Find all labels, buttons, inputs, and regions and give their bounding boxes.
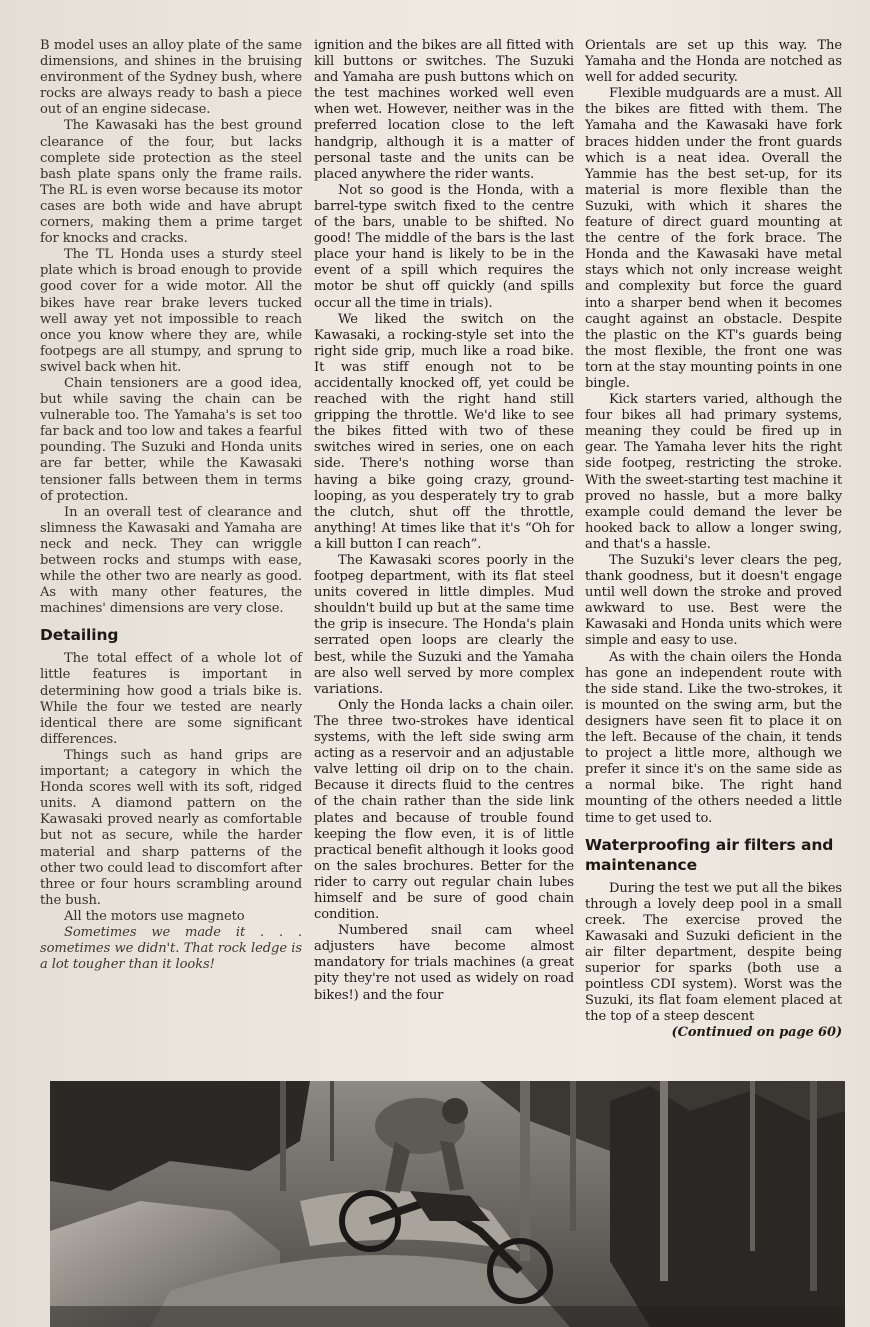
section-heading-waterproofing: Waterproofing air filters and maintenance: [585, 835, 834, 874]
trials-rider-photo: [50, 1081, 845, 1327]
paragraph: The Kawasaki scores poorly in the footpeg department, with its flat steel units covered in little dimples. Mud shouldn't build up but at the same time the grip is insecure. The Honda's plain serrated open loops are clearly the best, while the Suzuki and the Yamaha are also well served by more complex variations.: [314, 553, 574, 697]
paragraph: B model uses an alloy plate of the same dimensions, and shines in the bruising environment of the Sydney bush, where rocks are always ready to bash a piece out of an engine sidecase.: [40, 38, 302, 118]
paragraph: We liked the switch on the Kawasaki, a rocking-style set into the right side grip, much like a road bike. It was stiff enough not to be accidentally knocked off, yet could be reached with the right hand still gripping the throttle. We'd like to see the bikes fitted with two of these switches wired in series, one on each side. There's nothing worse than having a bike going crazy, ground-looping, as you desperately try to grab the clutch, shut off the throttle, anything! At times like that it's “Oh for a kill button I can reach”.: [314, 311, 574, 552]
paragraph: The TL Honda uses a sturdy steel plate which is broad enough to provide good cover for a wide motor. All the bikes have rear brake levers tucked well away yet not impossible to reach once you know where they are, while footpegs are all stumpy, and sprung to swivel back when hit.: [40, 247, 302, 375]
paragraph: Chain tensioners are a good idea, but while saving the chain can be vulnerable too. The Yamaha's is set too far back and too low and takes a fearful pounding. The Suzuki and Honda units are far better, while the Kawasaki tensioner falls between them in terms of protection.: [40, 375, 302, 504]
paragraph: Kick starters varied, although the four bikes all had primary systems, meaning they could be fired up in gear. The Yamaha lever hits the right side footpeg, restricting the stroke. With the sweet-starting test machine it proved no hassle, but a more balky example could demand the lever be hooked back to allow a longer swing, and that's a hassle.: [585, 392, 842, 552]
paragraph: During the test we put all the bikes through a lovely deep pool in a small creek. The exercise proved the Kawasaki and Suzuki deficient in the air filter department, despite being superior for sparks (both use a pointless CDI system). Worst was the Suzuki, its flat foam element placed at the top of a steep descent: [585, 880, 842, 1025]
paragraph: Numbered snail cam wheel adjusters have become almost mandatory for trials machines (a great pity they're not used as widely on road bikes!) and the four: [314, 923, 574, 1003]
continued-note: (Continued on page 60): [671, 1025, 842, 1041]
section-heading-detailing: Detailing: [40, 626, 119, 645]
paragraph: All the motors use magneto: [64, 908, 245, 924]
paragraph: Only the Honda lacks a chain oiler. The three two-strokes have identical systems, with the left side swing arm acting as a reservoir and an adjustable valve letting oil drip on to the chain. Because it directs fluid to the centres of the chain rather than the side link plates and because of trouble found keeping the flow even, it is of little practical benefit although it looks good on the sales brochures. Better for the rider to carry out regular chain lubes himself and be sure of good chain condition.: [314, 697, 574, 923]
photo-caption: Sometimes we made it . . . sometimes we didn't. That rock ledge is a lot tougher than it looks!: [40, 924, 302, 973]
photo-image: [50, 1081, 845, 1327]
paragraph: ignition and the bikes are all fitted with kill buttons or switches. The Suzuki and Yamaha are push buttons which on the test machines worked well even when wet. However, neither was in the preferred location close to the left handgrip, although it is a matter of personal taste and the units can be placed anywhere the rider wants.: [314, 38, 574, 182]
paragraph: The Kawasaki has the best ground clearance of the four, but lacks complete side protection as the steel bash plate spans only the frame rails. The RL is even worse because its motor cases are both wide and have abrupt corners, making them a prime target for knocks and cracks.: [40, 118, 302, 247]
paragraph: The Suzuki's lever clears the peg, thank goodness, but it doesn't engage until well down the stroke and proved awkward to use. Best were the Kawasaki and Honda units which were simple and easy to use.: [585, 553, 842, 649]
text-column-2: [314, 38, 574, 1004]
paragraph: The total effect of a whole lot of little features is important in determining how good a trials bike is. While the four we tested are nearly identical there are some significant differences.: [40, 651, 302, 747]
paragraph: Things such as hand grips are important; a category in which the Honda scores well with its soft, ridged units. A diamond pattern on the Kawasaki proved nearly as comfortable but not as secure, while the harder material and sharp patterns of the other two could lead to discomfort after three or four hours scrambling around the bush.: [40, 747, 302, 908]
paragraph: As with the chain oilers the Honda has gone an independent route with the side stand. Like the two-strokes, it is mounted on the swing arm, but the designers have seen fit to place it on the left. Because of the chain, it tends to project a little more, although we prefer it since it's on the same side as a normal bike. The right hand mounting of the others needed a little time to get used to.: [585, 649, 842, 826]
text-column-1: [40, 38, 302, 973]
paragraph: Not so good is the Honda, with a barrel-type switch fixed to the centre of the bars, unable to be shifted. No good! The middle of the bars is the last place your hand is likely to be in the event of a spill which requires the motor be shut off quickly (and spills occur all the time in trials).: [314, 182, 574, 311]
paragraph: Flexible mudguards are a must. All the bikes are fitted with them. The Yamaha and the Kawasaki have fork braces hidden under the front guards which is a neat idea. Overall the Yammie has the best set-up, for its material is more flexible than the Suzuki, with which it shares the feature of direct guard mounting at the centre of the fork brace. The Honda and the Kawasaki have metal stays which not only increase weight and complexity but force the guard into a sharper bend when it becomes caught against an obstacle. Despite the plastic on the KT's guards being the most flexible, the front one was torn at the stay mounting points in one bingle.: [585, 86, 842, 391]
text-column-3: [585, 38, 842, 1042]
paragraph: In an overall test of clearance and slimness the Kawasaki and Yamaha are neck and neck. They can wriggle between rocks and stumps with ease, while the other two are nearly as good. As with many other features, the machines' dimensions are very close.: [40, 504, 302, 617]
paragraph: Orientals are set up this way. The Yamaha and the Honda are notched as well for added security.: [585, 38, 842, 86]
